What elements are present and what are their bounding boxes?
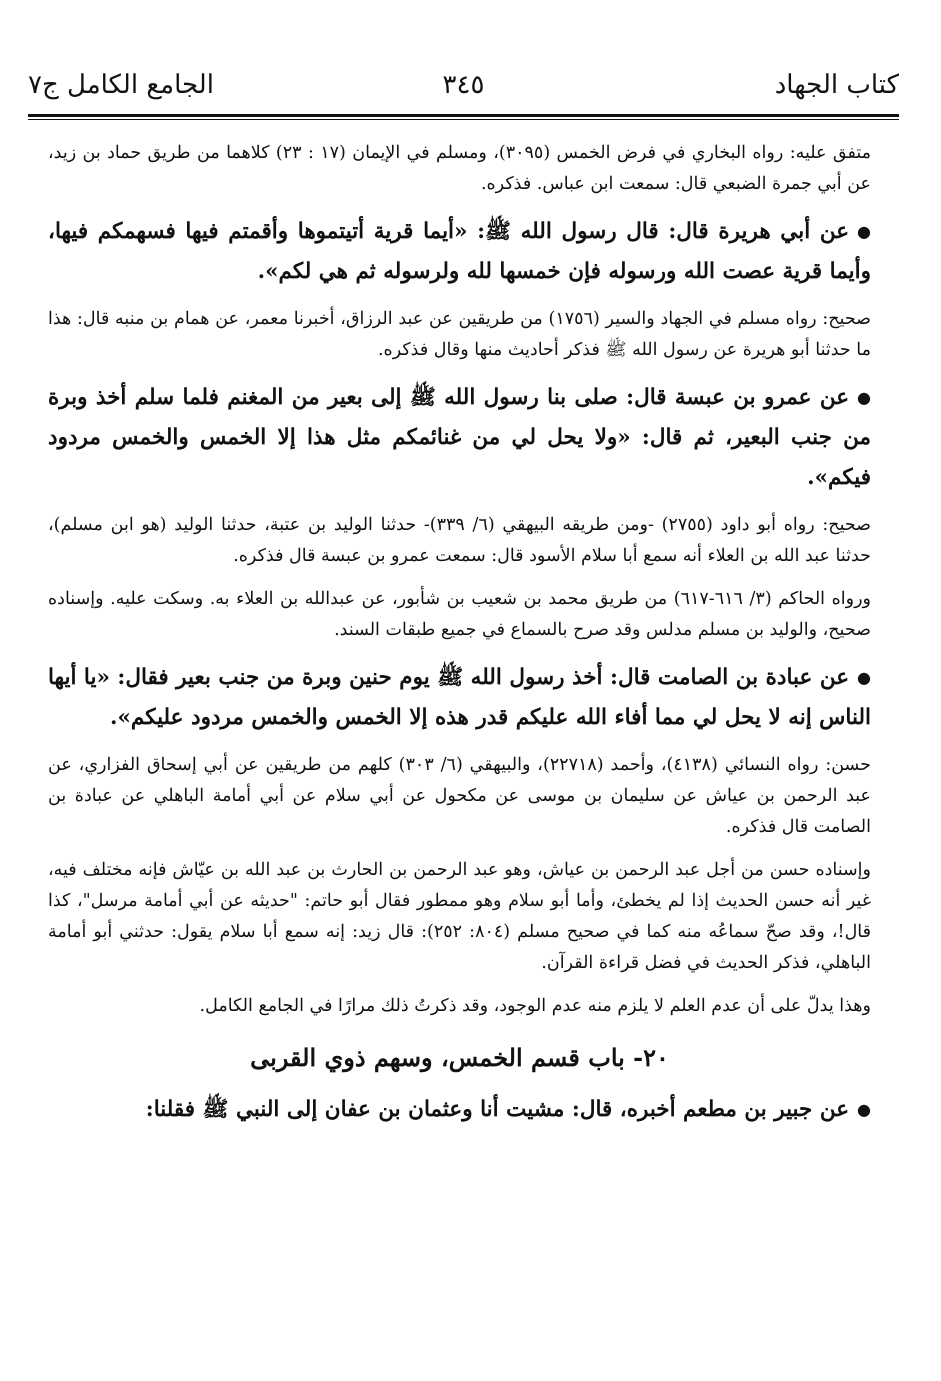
takhrij-note: وهذا يدلّ على أن عدم العلم لا يلزم منه عدم الوجود، وقد ذكرتُ ذلك مرارًا في الجامع الكامل. (199, 996, 871, 1016)
bullet-icon: ● (857, 388, 871, 407)
takhrij-note: حسن: رواه النسائي (٤١٣٨)، وأحمد (٢٢٧١٨)، والبيهقي (٦/ ٣٠٣) كلهم من طريقين عن أبي إسحاق الفزاري، عن عبد الرحمن بن عياش عن سليمان بن موسى عن مكحول عن أبي سلام عن أبي أمامة الباهلي عن عبادة بن الصامت قال فذكره. (48, 755, 871, 837)
header-rule-thin (28, 119, 899, 120)
takhrij-note: صحيح: رواه مسلم في الجهاد والسير (١٧٥٦) من طريقين عن عبد الرزاق، أخبرنا معمر، عن همام بن منبه قال: هذا ما حدثنا أبو هريرة عن رسول الله ﷺ فذكر أحاديث منها وقال فذكره. (48, 309, 871, 360)
takhrij-note: ورواه الحاكم (٣/ ٦١٦-٦١٧) من طريق محمد بن شعيب بن شأبور، عن عبدالله بن العلاء به. وسكت عليه. وإسناده صحيح، والوليد بن مسلم مدلس وقد صرح بالسماع في جميع طبقات السند. (48, 589, 871, 640)
hadith-text (48, 1090, 871, 1130)
page-number: ٣٤٥ (442, 70, 485, 100)
hadith-body: عن جبير بن مطعم أخبره، قال: مشيت أنا وعثمان بن عفان إلى النبي ﷺ فقلنا: (145, 1097, 850, 1122)
hadith-text (48, 658, 871, 738)
hadith-text (48, 378, 871, 498)
hadith-text (48, 212, 871, 292)
chapter-title: كتاب الجهاد (774, 70, 899, 100)
running-header (28, 70, 899, 114)
hadith-body: عن عمرو بن عبسة قال: صلى بنا رسول الله ﷺ إلى بعير من المغنم فلما سلم أخذ وبرة من جنب البعير، ثم قال: «ولا يحل لي من غنائمكم مثل هذا إلا الخمس والخمس مردود فيكم». (48, 385, 871, 490)
bullet-icon: ● (857, 668, 871, 687)
page-body (48, 138, 871, 1142)
hadith-body: عن أبي هريرة قال: قال رسول الله ﷺ: «أيما قرية أتيتموها وأقمتم فيها فسهمكم فيها، وأيما قرية عصت الله ورسوله فإن خمسها لله ولرسوله ثم هي لكم». (48, 219, 871, 284)
takhrij-note: صحيح: رواه أبو داود (٢٧٥٥) -ومن طريقه البيهقي (٦/ ٣٣٩)- حدثنا الوليد بن عتبة، حدثنا الوليد (هو ابن مسلم)، حدثنا عبد الله بن العلاء أنه سمع أبا سلام الأسود قال: سمعت عمرو بن عبسة قال فذكره. (48, 515, 871, 566)
book-title: الجامع الكامل ج٧ (28, 70, 214, 100)
bullet-icon: ● (857, 1100, 871, 1119)
hadith-body: عن عبادة بن الصامت قال: أخذ رسول الله ﷺ يوم حنين وبرة من جنب بعير فقال: «يا أيها الناس إنه لا يحل لي مما أفاء الله عليكم قدر هذه إلا الخمس والخمس مردود عليكم». (48, 665, 871, 730)
header-rule (28, 114, 899, 117)
takhrij-note: وإسناده حسن من أجل عبد الرحمن بن عياش، وهو عبد الرحمن بن الحارث بن عبد الله بن عيّاش فإنه مختلف فيه، غير أنه حسن الحديث إذا لم يخطئ، وأما أبو سلام وهو ممطور فقال أبو حاتم: "حديثه عن أبي أمامة مرسل"، كذا قال!، وقد صحّ سماعُه منه كما في صحيح مسلم (٨٠٤: ٢٥٢): قال زيد: إنه سمع أبا سلام يقول: حدثني أبو أمامة الباهلي، فذكر الحديث في فضل قراءة القرآن. (48, 860, 872, 973)
bullet-icon: ● (857, 222, 871, 241)
takhrij-note: متفق عليه: رواه البخاري في فرض الخمس (٣٠٩٥)، ومسلم في الإيمان (١٧ : ٢٣) كلاهما من طريق حماد بن زيد، عن أبي جمرة الضبعي قال: سمعت ابن عباس. فذكره. (48, 143, 871, 194)
chapter-heading: ٢٠- باب قسم الخمس، وسهم ذوي القربى (250, 1043, 669, 1072)
